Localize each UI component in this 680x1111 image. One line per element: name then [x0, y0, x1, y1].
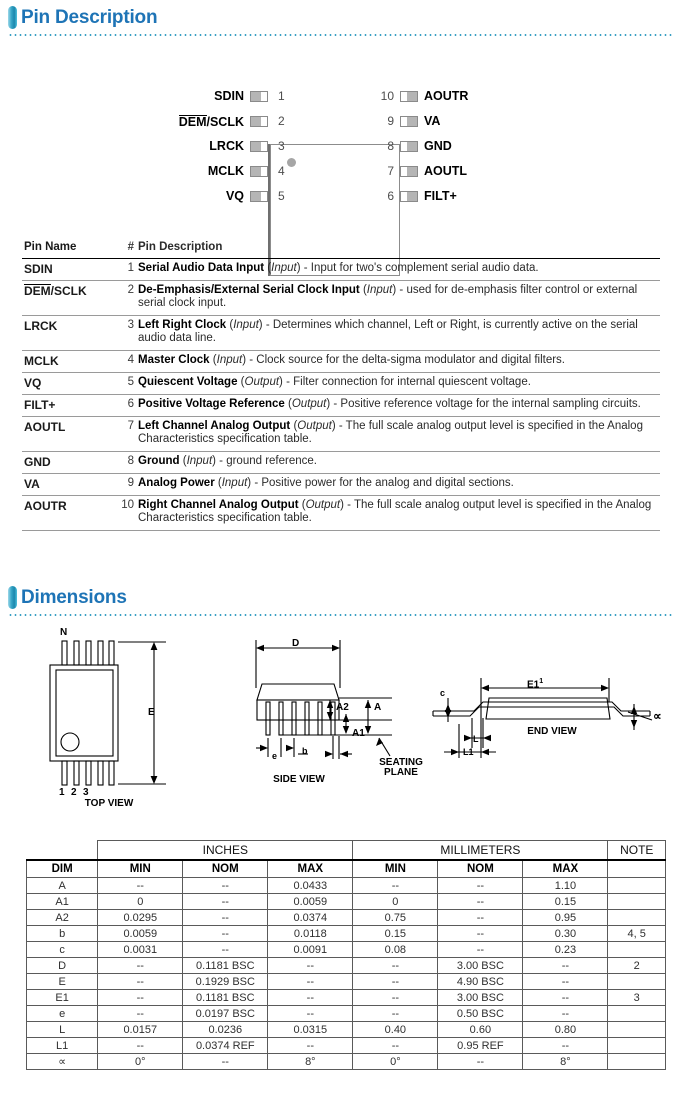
- pin-desc-title: Analog Power: [138, 476, 215, 489]
- mm-max-cell: 8°: [523, 1054, 608, 1070]
- pin-name-cell: FILT+: [22, 394, 114, 416]
- table-row: [22, 372, 660, 394]
- pin-lead-5: [250, 191, 268, 202]
- side-view-caption: SIDE VIEW: [273, 774, 325, 785]
- note-cell: [608, 974, 666, 990]
- section-divider-dotted: [8, 34, 672, 36]
- pin-number-4: 4: [278, 164, 285, 178]
- dim-cell: b: [27, 926, 98, 942]
- pin-description-table: [22, 238, 660, 531]
- in-nom-cell: 0.0236: [183, 1022, 268, 1038]
- mm-min-cell: 0: [353, 894, 438, 910]
- table-row: [27, 990, 666, 1006]
- pin-desc-text: - ground reference.: [215, 454, 317, 467]
- side-view-dim-e-pitch: e: [272, 751, 278, 761]
- mm-max-cell: --: [523, 990, 608, 1006]
- table-row: [27, 974, 666, 990]
- in-max-cell: --: [268, 974, 353, 990]
- in-min-cell: --: [98, 990, 183, 1006]
- dim-subheader-in-nom: NOM: [183, 860, 268, 878]
- pin-direction: Output: [305, 498, 341, 511]
- mm-max-cell: --: [523, 974, 608, 990]
- mm-nom-cell: 0.95 REF: [438, 1038, 523, 1054]
- dim-group-inches: INCHES: [98, 841, 353, 860]
- pin-lead-2: [250, 116, 268, 127]
- pin-desc-text: - Clock source for the delta-sigma modulator and digital filters.: [246, 353, 565, 366]
- table-row: [27, 926, 666, 942]
- section-accent-bar-icon: [8, 6, 17, 29]
- table-row: [22, 394, 660, 416]
- pin-number-cell: 3: [114, 315, 136, 350]
- in-min-cell: --: [98, 1006, 183, 1022]
- dim-subheader-mm-min: MIN: [353, 860, 438, 878]
- in-nom-cell: --: [183, 926, 268, 942]
- pin-direction: Output: [291, 397, 327, 410]
- pin-name-cell: VQ: [22, 372, 114, 394]
- top-view-label-n: N: [60, 627, 68, 638]
- table-header-row: [22, 238, 660, 258]
- in-max-cell: 0.0091: [268, 942, 353, 958]
- pin-label-lrck: LRCK: [209, 139, 244, 153]
- note-cell: 2: [608, 958, 666, 974]
- mm-nom-cell: --: [438, 942, 523, 958]
- mm-min-cell: 0°: [353, 1054, 438, 1070]
- dim-cell: L1: [27, 1038, 98, 1054]
- mm-max-cell: --: [523, 1038, 608, 1054]
- pin-number-8: 8: [387, 139, 394, 153]
- mm-max-cell: 0.95: [523, 910, 608, 926]
- dim-subheader-dim: DIM: [27, 860, 98, 878]
- table-row: [22, 258, 660, 280]
- table-row: [22, 280, 660, 315]
- pin-number-cell: 5: [114, 372, 136, 394]
- side-view-dim-a1: A1: [352, 728, 365, 739]
- in-nom-cell: --: [183, 878, 268, 894]
- table-row: [27, 1006, 666, 1022]
- pin-name-cell: MCLK: [22, 350, 114, 372]
- side-view-dim-a: A: [374, 702, 382, 713]
- pin-number-cell: 2: [114, 280, 136, 315]
- dim-cell: L: [27, 1022, 98, 1038]
- mm-min-cell: --: [353, 878, 438, 894]
- mm-max-cell: 0.15: [523, 894, 608, 910]
- dim-cell: c: [27, 942, 98, 958]
- pin-lead-3: [250, 141, 268, 152]
- pin-description-cell: Positive Voltage Reference (Output) - Positive reference voltage for the internal sampling circuits.: [136, 394, 660, 416]
- pin-direction: Input: [186, 454, 213, 467]
- dim-cell: A1: [27, 894, 98, 910]
- mm-nom-cell: 4.90 BSC: [438, 974, 523, 990]
- pin-lead-8: [400, 141, 418, 152]
- mm-nom-cell: 3.00 BSC: [438, 958, 523, 974]
- seating-plane-label-line2: PLANE: [384, 767, 418, 778]
- pin-desc-title: Positive Voltage Reference: [138, 397, 285, 410]
- top-view-label-pin1: 1: [59, 787, 65, 798]
- pin-desc-title: Left Channel Analog Output: [138, 419, 291, 432]
- mm-min-cell: --: [353, 1006, 438, 1022]
- pin-name-cell: AOUTL: [22, 416, 114, 451]
- table-row: [22, 495, 660, 530]
- pin-name-cell: GND: [22, 451, 114, 473]
- pin-description-cell: Right Channel Analog Output (Output) - The full scale analog output level is specified in the Analog Characteristics specification table.: [136, 495, 660, 530]
- mm-max-cell: --: [523, 1006, 608, 1022]
- note-cell: [608, 878, 666, 894]
- dim-subheader-mm-max: MAX: [523, 860, 608, 878]
- page-title: Pin Description: [21, 6, 158, 28]
- pin-desc-title: Master Clock: [138, 353, 210, 366]
- pin-label-filt-plus: FILT+: [424, 189, 457, 203]
- dim-subheader-mm-nom: NOM: [438, 860, 523, 878]
- dim-group-note: NOTE: [608, 841, 666, 860]
- dim-cell: A: [27, 878, 98, 894]
- pin-name-cell: SDIN: [22, 258, 114, 280]
- in-max-cell: --: [268, 990, 353, 1006]
- pin-label-gnd: GND: [424, 139, 452, 153]
- mm-min-cell: --: [353, 990, 438, 1006]
- pin-number-cell: 1: [114, 258, 136, 280]
- mm-nom-cell: --: [438, 1054, 523, 1070]
- note-cell: [608, 942, 666, 958]
- pin-desc-text: - Positive power for the analog and digital sections.: [251, 476, 514, 489]
- in-nom-cell: --: [183, 942, 268, 958]
- pin-desc-text: - The full scale analog output level is specified in the Analog Characteristics specification table.: [138, 419, 643, 445]
- pin-description-cell: Left Right Clock (Input) - Determines which channel, Left or Right, is currently active on the serial audio data line.: [136, 315, 660, 350]
- in-max-cell: 0.0315: [268, 1022, 353, 1038]
- pin-diagram: [0, 70, 680, 220]
- in-max-cell: 0.0059: [268, 894, 353, 910]
- pin-name-cell: VA: [22, 473, 114, 495]
- note-cell: [608, 1038, 666, 1054]
- note-cell: [608, 1054, 666, 1070]
- mm-max-cell: 0.23: [523, 942, 608, 958]
- pin-desc-title: Right Channel Analog Output: [138, 498, 299, 511]
- table-row: [22, 473, 660, 495]
- pin-description-cell: Quiescent Voltage (Output) - Filter connection for internal quiescent voltage.: [136, 372, 660, 394]
- pin-lead-4: [250, 166, 268, 177]
- note-cell: [608, 894, 666, 910]
- mm-min-cell: --: [353, 974, 438, 990]
- in-min-cell: 0.0157: [98, 1022, 183, 1038]
- pin-direction: Input: [366, 283, 393, 296]
- pin-number-6: 6: [387, 189, 394, 203]
- package-drawings: [0, 626, 680, 816]
- in-min-cell: --: [98, 878, 183, 894]
- pin-direction: Output: [244, 375, 280, 388]
- note-cell: [608, 910, 666, 926]
- dim-cell: e: [27, 1006, 98, 1022]
- pin-desc-title: Quiescent Voltage: [138, 375, 238, 388]
- dim-subheader-row: [27, 860, 666, 878]
- pin-number-10: 10: [380, 89, 394, 103]
- pin-name-cell: LRCK: [22, 315, 114, 350]
- mm-nom-cell: --: [438, 878, 523, 894]
- mm-min-cell: --: [353, 958, 438, 974]
- pin-description-cell: Ground (Input) - ground reference.: [136, 451, 660, 473]
- pin-direction: Input: [271, 261, 297, 274]
- pin-number-3: 3: [278, 139, 285, 153]
- table-row: [22, 451, 660, 473]
- top-view-dim-e: E: [148, 707, 155, 718]
- pin-label-dem-sclk: DEM/SCLK: [178, 115, 244, 129]
- pin-direction: Input: [221, 476, 248, 489]
- header-pin-name: Pin Name: [22, 238, 114, 258]
- dim-group-header-row: [27, 841, 666, 860]
- in-max-cell: 8°: [268, 1054, 353, 1070]
- pin-label-aoutl: AOUTL: [424, 164, 468, 178]
- note-cell: 3: [608, 990, 666, 1006]
- end-view-dim-c: c: [440, 688, 446, 698]
- mm-nom-cell: --: [438, 894, 523, 910]
- end-view-dim-l1: L1: [463, 747, 474, 757]
- pin-label-mclk: MCLK: [207, 164, 244, 178]
- in-nom-cell: 0.1181 BSC: [183, 958, 268, 974]
- mm-nom-cell: --: [438, 910, 523, 926]
- end-view-dim-l: L: [473, 734, 479, 744]
- dimensions-table: [26, 840, 666, 1070]
- mm-min-cell: 0.08: [353, 942, 438, 958]
- in-max-cell: --: [268, 958, 353, 974]
- mm-min-cell: 0.40: [353, 1022, 438, 1038]
- pin-label-aoutr: AOUTR: [424, 89, 469, 103]
- dim-subheader-note: [608, 860, 666, 878]
- in-nom-cell: 0.1181 BSC: [183, 990, 268, 1006]
- in-min-cell: 0.0059: [98, 926, 183, 942]
- end-view-caption: END VIEW: [527, 726, 577, 737]
- dim-cell: E: [27, 974, 98, 990]
- note-cell: 4, 5: [608, 926, 666, 942]
- pin-desc-title: Serial Audio Data Input: [138, 261, 265, 274]
- dim-group-blank: [27, 841, 98, 860]
- header-pin-number: #: [114, 238, 136, 258]
- in-nom-cell: --: [183, 910, 268, 926]
- in-min-cell: 0.0031: [98, 942, 183, 958]
- in-nom-cell: 0.1929 BSC: [183, 974, 268, 990]
- pin-name-text: /SCLK: [50, 283, 87, 298]
- dim-subheader-in-max: MAX: [268, 860, 353, 878]
- in-max-cell: --: [268, 1038, 353, 1054]
- pin-desc-text: - Positive reference voltage for the internal sampling circuits.: [330, 397, 641, 410]
- pin-desc-title: Ground: [138, 454, 180, 467]
- table-row: [27, 958, 666, 974]
- in-max-cell: 0.0433: [268, 878, 353, 894]
- in-max-cell: 0.0374: [268, 910, 353, 926]
- end-view-drawing: [0, 626, 680, 816]
- mm-nom-cell: 3.00 BSC: [438, 990, 523, 1006]
- in-nom-cell: --: [183, 1054, 268, 1070]
- table-row: [27, 942, 666, 958]
- pin-name-cell: [22, 280, 114, 315]
- pin-description-cell: Analog Power (Input) - Positive power for the analog and digital sections.: [136, 473, 660, 495]
- pin-direction: Output: [297, 419, 332, 432]
- pin-description-cell: Left Channel Analog Output (Output) - The full scale analog output level is specified in the Analog Characteristics specification table.: [136, 416, 660, 451]
- top-view-label-pin3: 3: [83, 787, 89, 798]
- dim-cell: D: [27, 958, 98, 974]
- pin-direction: Input: [216, 353, 243, 366]
- table-row: [27, 910, 666, 926]
- in-min-cell: 0.0295: [98, 910, 183, 926]
- pin-description-cell: Master Clock (Input) - Clock source for the delta-sigma modulator and digital filters.: [136, 350, 660, 372]
- mm-max-cell: --: [523, 958, 608, 974]
- in-min-cell: --: [98, 974, 183, 990]
- mm-max-cell: 0.80: [523, 1022, 608, 1038]
- pin-number-7: 7: [387, 164, 394, 178]
- mm-nom-cell: 0.50 BSC: [438, 1006, 523, 1022]
- mm-max-cell: 1.10: [523, 878, 608, 894]
- section-header-dimensions: [0, 586, 680, 616]
- side-view-dim-a2: A2: [336, 702, 349, 713]
- pin-number-1: 1: [278, 89, 285, 103]
- pin-desc-text: - Determines which channel, Left or Right, is currently active on the serial audio data line.: [138, 318, 638, 344]
- in-nom-cell: 0.0197 BSC: [183, 1006, 268, 1022]
- dimensions-title: Dimensions: [21, 586, 127, 608]
- pin-number-cell: 10: [114, 495, 136, 530]
- section-accent-bar-icon: [8, 586, 17, 609]
- dim-cell: E1: [27, 990, 98, 1006]
- note-cell: [608, 1006, 666, 1022]
- end-view-dim-e1: $E1^1$: [527, 678, 544, 691]
- pin-desc-text: - Input for two's complement serial audio data.: [300, 261, 539, 274]
- note-cell: [608, 1022, 666, 1038]
- in-nom-cell: 0.0374 REF: [183, 1038, 268, 1054]
- pin-number-cell: 7: [114, 416, 136, 451]
- header-pin-description: Pin Description: [136, 238, 660, 258]
- side-view-dim-b: b: [302, 746, 308, 756]
- pin1-marker-dot-icon: [287, 158, 296, 167]
- pin-lead-10: [400, 91, 418, 102]
- in-min-cell: --: [98, 1038, 183, 1054]
- pin-desc-text: - The full scale analog output level is specified in the Analog Characteristics specification table.: [138, 498, 652, 524]
- pin-lead-1: [250, 91, 268, 102]
- overline-text: DEM: [24, 283, 51, 298]
- in-min-cell: --: [98, 958, 183, 974]
- mm-max-cell: 0.30: [523, 926, 608, 942]
- table-row: [22, 350, 660, 372]
- seating-plane-label-line1: SEATING: [379, 757, 423, 768]
- top-view-label-pin2: 2: [71, 787, 77, 798]
- table-row: [22, 416, 660, 451]
- pin-description-cell: Serial Audio Data Input (Input) - Input for two's complement serial audio data.: [136, 258, 660, 280]
- in-max-cell: 0.0118: [268, 926, 353, 942]
- table-row: [27, 1038, 666, 1054]
- table-row: [27, 894, 666, 910]
- table-row: [27, 878, 666, 894]
- pin-description-cell: De-Emphasis/External Serial Clock Input (Input) - used for de-emphasis filter control or external serial clock input.: [136, 280, 660, 315]
- dim-cell: A2: [27, 910, 98, 926]
- pin-label-sdin: SDIN: [214, 89, 244, 103]
- pin-number-cell: 9: [114, 473, 136, 495]
- pin-label-vq: VQ: [225, 189, 244, 203]
- pin-lead-9: [400, 116, 418, 127]
- end-view-dim-alpha: ∝: [653, 709, 662, 723]
- mm-nom-cell: 0.60: [438, 1022, 523, 1038]
- pin-desc-text: - used for de-emphasis filter control or external serial clock input.: [138, 283, 638, 309]
- pin-lead-7: [400, 166, 418, 177]
- pin-number-9: 9: [387, 114, 394, 128]
- pin-number-5: 5: [278, 189, 285, 203]
- section-header-pin-description: [0, 6, 680, 36]
- dim-cell: ∝: [27, 1054, 98, 1070]
- pin-desc-title: Left Right Clock: [138, 318, 227, 331]
- mm-min-cell: 0.15: [353, 926, 438, 942]
- pin-lead-6: [400, 191, 418, 202]
- in-min-cell: 0: [98, 894, 183, 910]
- mm-min-cell: --: [353, 1038, 438, 1054]
- top-view-caption: TOP VIEW: [84, 798, 134, 809]
- table-row: [27, 1022, 666, 1038]
- pin-number-cell: 6: [114, 394, 136, 416]
- in-nom-cell: --: [183, 894, 268, 910]
- dim-group-millimeters: MILLIMETERS: [353, 841, 608, 860]
- table-row: [22, 315, 660, 350]
- pin-number-cell: 8: [114, 451, 136, 473]
- table-row: [27, 1054, 666, 1070]
- pin-label-va: VA: [424, 114, 441, 128]
- pin-name-cell: AOUTR: [22, 495, 114, 530]
- side-view-dim-d: D: [292, 638, 300, 649]
- dim-subheader-in-min: MIN: [98, 860, 183, 878]
- pin-number-cell: 4: [114, 350, 136, 372]
- pin-desc-title: De-Emphasis/External Serial Clock Input: [138, 283, 360, 296]
- in-max-cell: --: [268, 1006, 353, 1022]
- in-min-cell: 0°: [98, 1054, 183, 1070]
- pin-number-2: 2: [278, 114, 285, 128]
- pin-direction: Input: [233, 318, 259, 331]
- mm-nom-cell: --: [438, 926, 523, 942]
- mm-min-cell: 0.75: [353, 910, 438, 926]
- section-divider-dotted: [8, 614, 672, 616]
- pin-desc-text: - Filter connection for internal quiescent voltage.: [282, 375, 531, 388]
